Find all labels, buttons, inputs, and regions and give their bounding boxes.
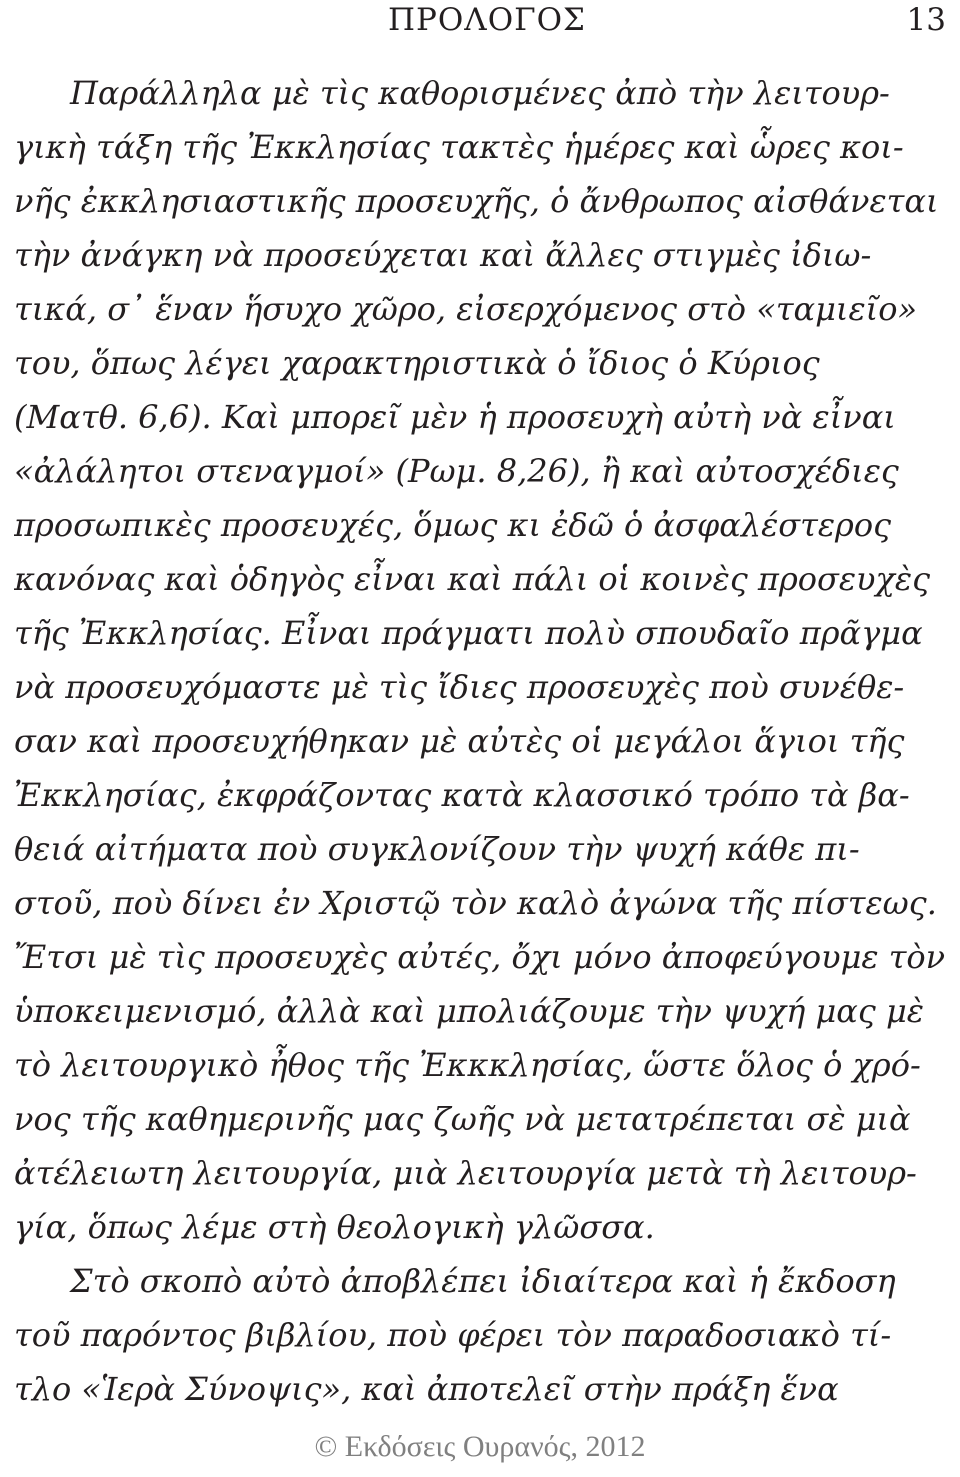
text-line: Στὸ σκοπὸ αὐτὸ ἀποβλέπει ἰδιαίτερα καὶ ἡ ἔκδοση [70,1262,896,1300]
text-line: σαν καὶ προσευχήθηκαν μὲ αὐτὲς οἱ μεγάλοι ἅγιοι τῆς [14,722,905,760]
text-line: «ἀλάλητοι στεναγμοί» (Ρωμ. 8,26), ἢ καὶ αὐτοσχέδιες [14,452,899,490]
text-line: τῆς Ἐκκλησίας. Εἶναι πράγματι πολὺ σπουδαῖο πρᾶγμα [14,614,923,652]
running-head [14,0,946,40]
text-line: του, ὅπως λέγει χαρακτηριστικὰ ὁ ἴδιος ὁ Κύριος [14,344,820,382]
page-number: 13 [906,2,946,38]
chapter-title: ΠΡΟΛΟΓΟΣ [388,2,586,38]
text-line: Ἐκκλησίας, ἐκφράζοντας κατὰ κλασσικό τρόπο τὰ βα- [14,776,910,814]
text-line: θειά αἰτήματα ποὺ συγκλονίζουν τὴν ψυχή κάθε πι- [14,830,860,868]
body-text [14,66,950,1416]
text-line: τλο «Ἱερὰ Σύνοψις», καὶ ἀποτελεῖ στὴν πράξη ἕνα [14,1370,839,1408]
text-line: νὰ προσευχόμαστε μὲ τὶς ἴδιες προσευχὲς ποὺ συνέθε- [14,668,905,706]
text-line: στοῦ, ποὺ δίνει ἐν Χριστῷ τὸν καλὸ ἀγώνα τῆς πίστεως. [14,884,937,922]
text-line: γικὴ τάξη τῆς Ἐκκλησίας τακτὲς ἡμέρες καὶ ὧρες κοι- [14,128,904,166]
text-line: Παράλληλα μὲ τὶς καθορισμένες ἀπὸ τὴν λειτουρ- [70,74,890,112]
text-line: ὑποκειμενισμό, ἀλλὰ καὶ μπολιάζουμε τὴν ψυχή μας μὲ [14,992,924,1030]
text-line: τοῦ παρόντος βιβλίου, ποὺ φέρει τὸν παραδοσιακὸ τί- [14,1316,892,1354]
copyright-footer: © Εκδόσεις Ουρανός, 2012 [314,1430,646,1463]
text-line: γία, ὅπως λέμε στὴ θεολογικὴ γλῶσσα. [14,1208,655,1246]
text-line: κανόνας καὶ ὁδηγὸς εἶναι καὶ πάλι οἱ κοινὲς προσευχὲς [14,560,930,598]
text-line: (Ματθ. 6,6). Καὶ μπορεῖ μὲν ἡ προσευχὴ αὐτὴ νὰ εἶναι [14,398,896,436]
text-line: τὸ λειτουργικὸ ἦθος τῆς Ἐκκκλησίας, ὥστε ὅλος ὁ χρό- [14,1046,921,1084]
text-line: τὴν ἀνάγκη νὰ προσεύχεται καὶ ἄλλες στιγμὲς ἰδιω- [14,236,872,274]
text-line: τικά, σ᾽ ἕναν ἥσυχο χῶρο, εἰσερχόμενος στὸ «ταμιεῖο» [14,290,918,328]
text-line: Ἔτσι μὲ τὶς προσευχὲς αὐτές, ὄχι μόνο ἀποφεύγουμε τὸν [14,938,946,976]
text-line: προσωπικὲς προσευχές, ὅμως κι ἐδῶ ὁ ἀσφαλέστερος [14,506,892,544]
text-line: νῆς ἐκκλησιαστικῆς προσευχῆς, ὁ ἄνθρωπος αἰσθάνεται [14,182,939,220]
text-line: νος τῆς καθημερινῆς μας ζωῆς νὰ μετατρέπεται σὲ μιὰ [14,1100,911,1138]
text-line: ἀτέλειωτη λειτουργία, μιὰ λειτουργία μετὰ τὴ λειτουρ- [14,1154,917,1192]
